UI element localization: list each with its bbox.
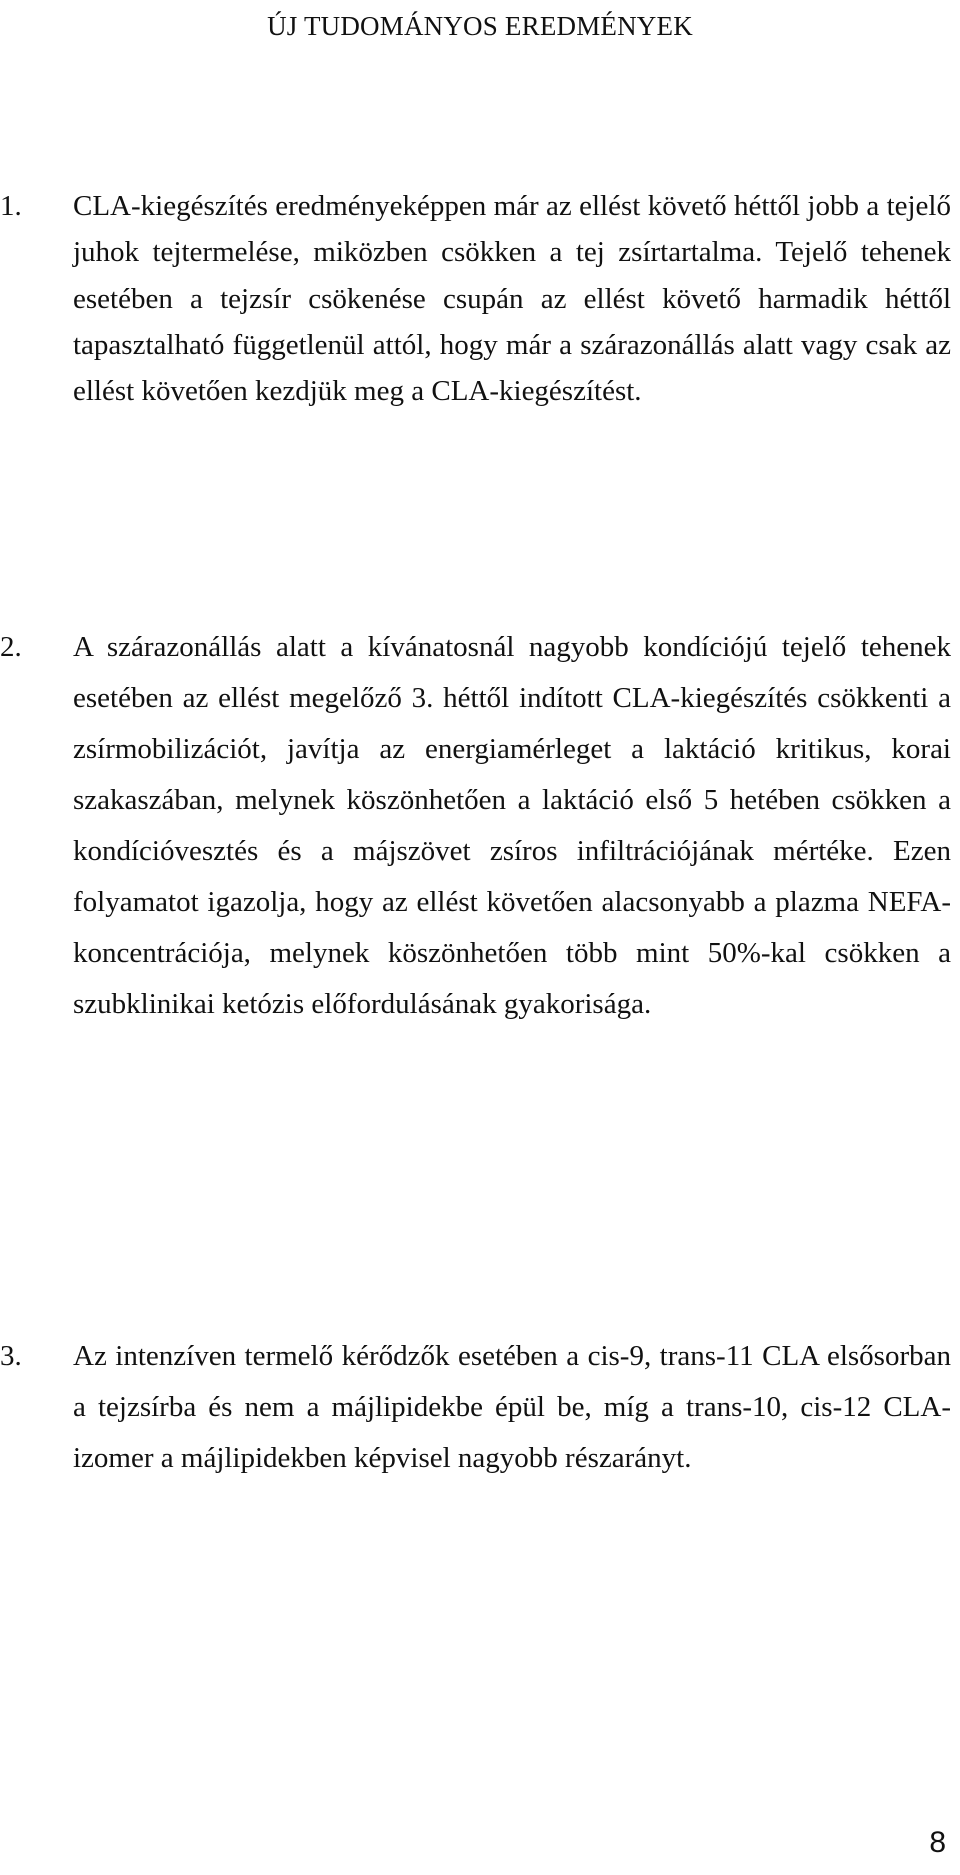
item-number: 2. (0, 631, 22, 663)
page-title: ÚJ TUDOMÁNYOS EREDMÉNYEK (267, 11, 693, 41)
page-number: 8 (929, 1826, 946, 1859)
list-item (0, 183, 951, 414)
item-number: 1. (0, 190, 22, 222)
list-item (0, 1331, 951, 1484)
item-text: CLA-kiegészítés eredményeképpen már az ellést követő héttől jobb a tejelő juhok tejtermelése, miközben csökken a tej zsírtartalma. Tejelő tehenek esetében a tejzsír csökenése csupán az ellést követő harmadik héttől tapasztalható függetlenül attól, hogy már a szárazonállás alatt vagy csak az ellést követően kezdjük meg a CLA-kiegészítést. (73, 190, 951, 408)
item-number: 3. (0, 1340, 22, 1372)
list-item (0, 622, 951, 1030)
item-text: Az intenzíven termelő kérődzők esetében a cis-9, trans-11 CLA elsősorban a tejzsírba és nem a májlipidekbe épül be, míg a trans-10, cis-12 CLA-izomer a májlipidekben képvisel nagyobb részarányt. (73, 1340, 951, 1474)
item-text: A szárazonállás alatt a kívánatosnál nagyobb kondíciójú tejelő tehenek esetében az ellést megelőző 3. héttől indított CLA-kiegészítés csökkenti a zsírmobilizációt, javítja az energiamérleget a laktáció kritikus, korai szakaszában, melynek köszönhetően a laktáció első 5 hetében csökken a kondícióvesztés és a májszövet zsíros infiltrációjának mértéke. Ezen folyamatot igazolja, hogy az ellést követően alacsonyabb a plazma NEFA-koncentrációja, melynek köszönhetően több mint 50%-kal csökken a szubklinikai ketózis előfordulásának gyakorisága. (73, 631, 951, 1020)
